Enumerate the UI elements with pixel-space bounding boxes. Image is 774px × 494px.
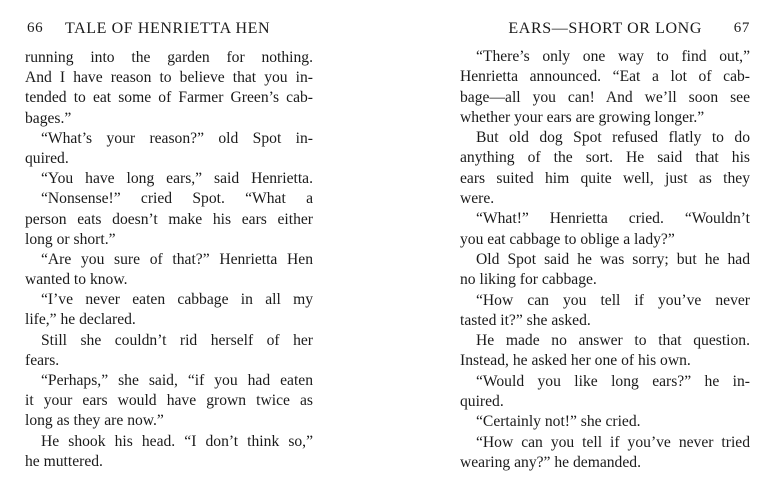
right-page: [460, 0, 750, 494]
left-page-body: [25, 48, 313, 472]
text-line: tasted it?” she asked.: [460, 311, 591, 329]
text-line: bage—all you can! And we’ll soon see: [460, 88, 750, 106]
text-line: person eats doesn’t make his ears either: [25, 210, 313, 228]
text-line: were.: [460, 190, 495, 208]
text-line: “You have long ears,” said Henrietta.: [41, 170, 313, 188]
text-line: Instead, he asked her one of his own.: [460, 352, 691, 370]
text-line: Still she couldn’t rid herself of her: [41, 331, 313, 349]
text-line: He shook his head. “I don’t think so,”: [41, 432, 313, 450]
text-line: whether your ears are growing longer.”: [460, 108, 705, 126]
text-line: “What’s your reason?” old Spot in-: [41, 129, 313, 147]
text-line: anything of the sort. He said that his: [460, 149, 750, 167]
text-line: bages.”: [25, 109, 72, 127]
text-line: “Would you like long ears?” he in-: [476, 372, 750, 390]
text-line: tended to eat some of Farmer Green’s cab-: [25, 89, 313, 107]
text-line: “I’ve never eaten cabbage in all my: [41, 291, 313, 309]
left-running-head: [25, 20, 313, 42]
text-line: “Are you sure of that?” Henrietta Hen: [41, 250, 313, 268]
text-line: you eat cabbage to oblige a lady?”: [460, 230, 675, 248]
text-line: “Nonsense!” cried Spot. “What a: [41, 190, 313, 208]
text-line: quired.: [25, 149, 69, 167]
text-line: running into the garden for nothing.: [25, 49, 313, 66]
left-page: [25, 0, 313, 494]
text-line: long or short.”: [25, 230, 116, 248]
text-line: He made no answer to that question.: [476, 332, 750, 350]
right-running-head: [460, 20, 750, 42]
running-head-title: TALE OF HENRIETTA HEN: [65, 20, 271, 37]
text-line: Old Spot said he was sorry; but he had: [476, 250, 750, 268]
text-line: he muttered.: [25, 452, 103, 470]
text-line: “Certainly not!” she cried.: [476, 413, 641, 431]
text-line: it your ears would have grown twice as: [25, 392, 313, 410]
text-line: And I have reason to believe that you in-: [25, 69, 313, 87]
text-line: “What!” Henrietta cried. “Wouldn’t: [476, 210, 750, 228]
page-number: 66: [27, 20, 44, 36]
text-line: fears.: [25, 351, 60, 369]
running-head-title: EARS—SHORT OR LONG: [508, 20, 702, 37]
text-line: But old dog Spot refused flatly to do: [476, 129, 750, 147]
text-line: no liking for cabbage.: [460, 271, 597, 289]
text-line: “Perhaps,” she said, “if you had eaten: [41, 372, 313, 389]
text-line: “How can you tell if you’ve never: [476, 291, 750, 309]
text-line: quired.: [460, 393, 504, 411]
right-page-body: [460, 47, 750, 473]
text-line: life,” he declared.: [25, 311, 136, 329]
text-line: wearing any?” he demanded.: [460, 453, 641, 471]
text-line: “There’s only one way to find out,”: [476, 48, 750, 65]
text-line: “How can you tell if you’ve never tried: [476, 433, 750, 451]
text-line: ears suited him quite well, just as they: [460, 169, 750, 187]
page-number: 67: [733, 20, 750, 36]
text-line: wanted to know.: [25, 271, 128, 289]
text-line: long as they are now.”: [25, 412, 164, 430]
text-line: Henrietta announced. “Eat a lot of cab-: [460, 68, 750, 86]
